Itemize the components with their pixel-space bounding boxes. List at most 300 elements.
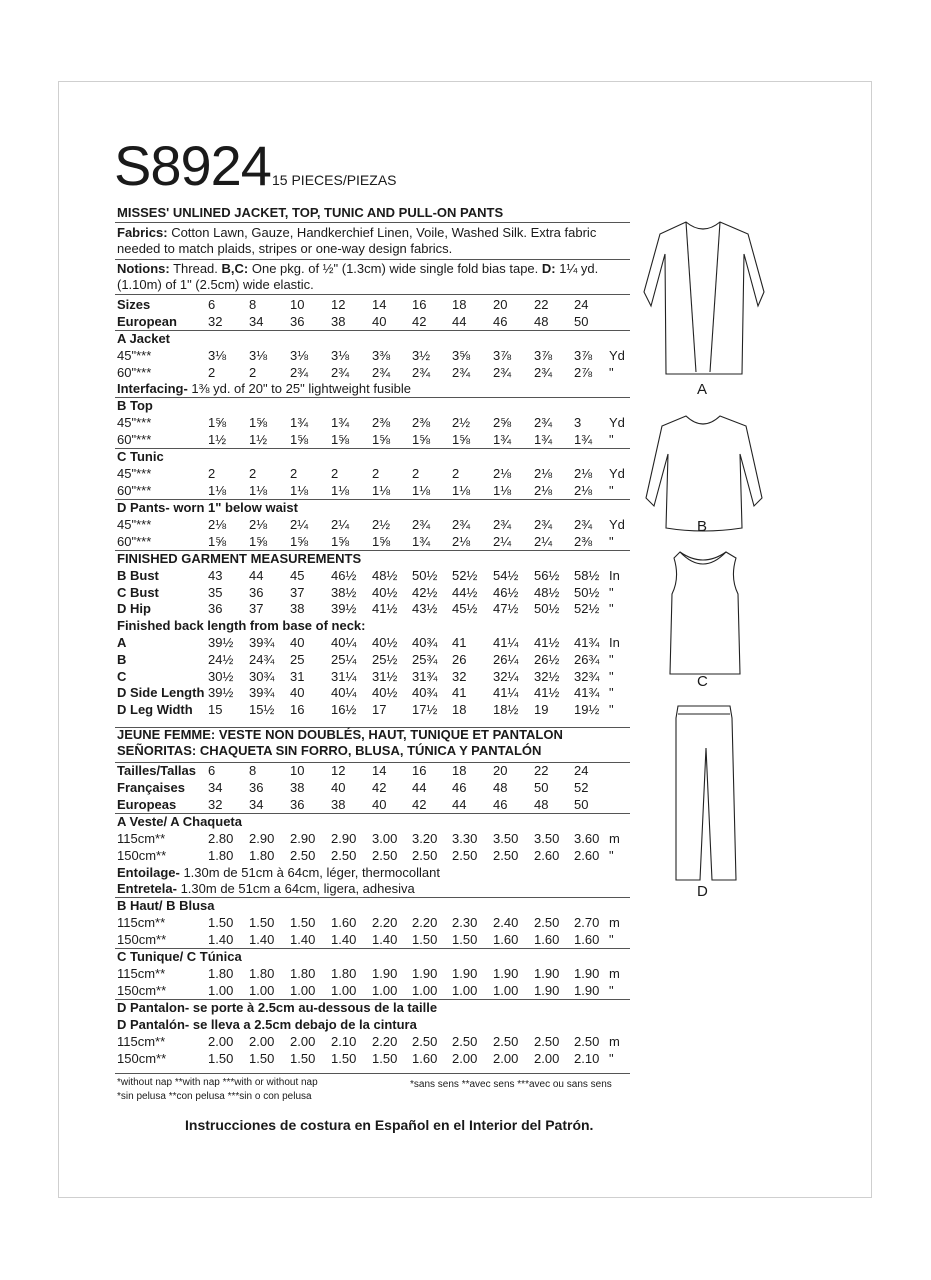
size-value: 3⅜ bbox=[372, 347, 391, 363]
size-value: 18 bbox=[452, 763, 467, 778]
table-row bbox=[117, 635, 629, 651]
size-value: 30½ bbox=[208, 668, 234, 684]
size-value: 2 bbox=[412, 466, 420, 482]
figure-label-a: A bbox=[697, 381, 708, 398]
size-value: 36 bbox=[290, 313, 305, 329]
size-value: 34 bbox=[249, 797, 264, 812]
size-value: 31½ bbox=[372, 668, 398, 684]
size-value: 38 bbox=[290, 780, 305, 796]
table-row bbox=[117, 865, 629, 881]
size-value: 2.50 bbox=[534, 915, 560, 931]
size-value: 1¾ bbox=[331, 415, 350, 431]
size-value: 47½ bbox=[493, 601, 519, 617]
row-label: 60"*** bbox=[117, 533, 152, 549]
size-value: 2.20 bbox=[372, 915, 398, 931]
size-value: 2.50 bbox=[452, 1033, 478, 1049]
size-value: 2.60 bbox=[574, 847, 600, 863]
size-value: 1.40 bbox=[331, 932, 357, 948]
size-value: 2.50 bbox=[412, 1033, 438, 1049]
row-label: 150cm** bbox=[117, 847, 167, 863]
size-value: 2.60 bbox=[534, 847, 560, 863]
footnote-en: *without nap **with nap ***with or without nap bbox=[117, 1077, 318, 1088]
pants-d-illustration bbox=[676, 706, 736, 880]
size-value: 40 bbox=[290, 685, 305, 701]
size-value: 32¼ bbox=[493, 668, 519, 684]
size-value: 2.50 bbox=[493, 1033, 519, 1049]
size-value: 2.00 bbox=[249, 1033, 275, 1049]
row-label: Françaises bbox=[117, 780, 185, 796]
row-label: Sizes bbox=[117, 297, 151, 312]
size-value: 2⅞ bbox=[574, 364, 593, 380]
size-value: 42 bbox=[372, 780, 387, 796]
size-value: 15 bbox=[208, 702, 223, 718]
figure-label-b: B bbox=[697, 518, 708, 535]
row-label: D Pants- worn 1" below waist bbox=[117, 499, 298, 515]
size-value: 2 bbox=[208, 364, 216, 380]
table-row bbox=[117, 568, 629, 584]
size-value: 22 bbox=[534, 763, 549, 778]
size-value: 1.90 bbox=[534, 966, 560, 982]
size-value: 1.00 bbox=[290, 983, 316, 998]
table-row bbox=[117, 898, 629, 914]
row-label: B bbox=[117, 651, 127, 667]
size-value: 2 bbox=[249, 466, 257, 482]
notions-d-label: D: bbox=[541, 261, 556, 276]
size-value: 2¾ bbox=[331, 364, 350, 380]
row-note: 1.30m de 51cm a 64cm, ligera, adhesiva bbox=[176, 881, 415, 897]
size-value: 24 bbox=[574, 297, 589, 312]
size-value: 48½ bbox=[534, 584, 560, 600]
size-value: 2½ bbox=[452, 415, 471, 431]
unit-label: " bbox=[609, 601, 614, 617]
unit-label: In bbox=[609, 567, 620, 583]
size-value: 1.80 bbox=[331, 966, 357, 982]
size-value: 3.50 bbox=[493, 831, 519, 846]
size-value: 2.00 bbox=[534, 1050, 560, 1066]
size-value: 2⅛ bbox=[574, 466, 593, 482]
size-value: 40¼ bbox=[331, 685, 357, 701]
size-value: 1⅛ bbox=[412, 483, 431, 498]
size-value: 2¾ bbox=[452, 517, 471, 532]
size-value: 46 bbox=[493, 313, 508, 329]
size-value: 2⅜ bbox=[412, 415, 431, 431]
table-row bbox=[117, 763, 629, 779]
row-label: 150cm** bbox=[117, 1050, 167, 1066]
size-value: 2 bbox=[249, 364, 257, 380]
unit-label: m bbox=[609, 1033, 620, 1049]
size-value: 2¾ bbox=[290, 364, 309, 380]
row-label: D Pantalón- se lleva a 2.5cm debajo de la cintura bbox=[117, 1017, 417, 1032]
unit-label: " bbox=[609, 847, 614, 863]
size-value: 48 bbox=[534, 313, 549, 329]
size-value: 2¾ bbox=[493, 364, 512, 380]
divider bbox=[115, 813, 630, 814]
size-value: 32 bbox=[208, 797, 223, 812]
size-value: 2.50 bbox=[493, 847, 519, 863]
size-value: 1⅛ bbox=[493, 483, 512, 498]
size-value: 2.50 bbox=[331, 847, 357, 863]
size-value: 1.00 bbox=[372, 983, 398, 998]
size-value: 2⅛ bbox=[493, 466, 512, 482]
size-value: 1.90 bbox=[372, 966, 398, 982]
size-value: 10 bbox=[290, 297, 305, 312]
size-value: 2.00 bbox=[493, 1050, 519, 1066]
size-value: 44 bbox=[452, 313, 467, 329]
size-value: 2.90 bbox=[249, 831, 275, 846]
size-value: 8 bbox=[249, 763, 257, 778]
fabrics-paragraph bbox=[117, 225, 629, 257]
size-value: 19½ bbox=[574, 702, 600, 718]
size-value: 32 bbox=[208, 313, 223, 329]
size-value: 31¾ bbox=[412, 668, 438, 684]
size-value: 3⅞ bbox=[493, 347, 512, 363]
table-row bbox=[117, 500, 629, 516]
figure-label-d: D bbox=[697, 883, 708, 900]
size-value: 41 bbox=[452, 685, 467, 701]
size-value: 26¾ bbox=[574, 651, 600, 667]
size-value: 1¾ bbox=[290, 415, 309, 431]
size-value: 3.30 bbox=[452, 831, 478, 846]
size-value: 50½ bbox=[534, 601, 560, 617]
size-value: 2.50 bbox=[534, 1033, 560, 1049]
footnote-es: *sin pelusa **con pelusa ***sin o con pelusa bbox=[117, 1091, 312, 1102]
size-value: 1.80 bbox=[249, 966, 275, 982]
unit-label: m bbox=[609, 831, 620, 846]
figure-label-c: C bbox=[697, 673, 708, 690]
size-value: 36 bbox=[290, 797, 305, 812]
size-value: 2¼ bbox=[290, 517, 309, 532]
size-value: 15½ bbox=[249, 702, 275, 718]
size-value: 38½ bbox=[331, 584, 357, 600]
table-row bbox=[117, 415, 629, 431]
row-label: 60"*** bbox=[117, 364, 152, 380]
unit-label: " bbox=[609, 685, 614, 701]
table-row bbox=[117, 551, 629, 567]
table-row bbox=[117, 1000, 629, 1016]
row-label: D Side Length bbox=[117, 685, 205, 701]
spanish-instructions-note: Instrucciones de costura en Español en el Interior del Patrón. bbox=[185, 1117, 594, 1133]
size-value: 1.90 bbox=[412, 966, 438, 982]
size-value: 40 bbox=[372, 797, 387, 812]
row-note: 1.30m de 51cm à 64cm, léger, thermocollant bbox=[179, 864, 440, 880]
size-value: 36 bbox=[249, 584, 264, 600]
unit-label: " bbox=[609, 584, 614, 600]
size-value: 2.50 bbox=[452, 847, 478, 863]
size-value: 24½ bbox=[208, 651, 234, 667]
size-value: 1.00 bbox=[493, 983, 519, 998]
pattern-number: S8924 bbox=[114, 134, 271, 197]
notions-text: One pkg. of ½" (1.3cm) wide single fold bias tape. bbox=[248, 261, 542, 276]
size-value: 1½ bbox=[249, 432, 268, 448]
size-value: 2 bbox=[331, 466, 339, 482]
size-value: 39½ bbox=[208, 685, 234, 701]
size-value: 1.00 bbox=[412, 983, 438, 998]
row-label: Finished back length from base of neck: bbox=[117, 618, 366, 634]
size-value: 41½ bbox=[534, 685, 560, 701]
divider bbox=[115, 550, 630, 551]
size-value: 31 bbox=[290, 668, 305, 684]
size-value: 43 bbox=[208, 567, 223, 583]
size-value: 1.60 bbox=[412, 1050, 438, 1066]
size-value: 2¼ bbox=[331, 517, 350, 532]
size-value: 19 bbox=[534, 702, 549, 718]
size-value: 3⅛ bbox=[331, 347, 350, 363]
size-value: 1⅝ bbox=[249, 533, 268, 549]
unit-label: " bbox=[609, 668, 614, 684]
unit-label: " bbox=[609, 702, 614, 718]
size-value: 1.50 bbox=[249, 915, 275, 931]
size-value: 1.50 bbox=[290, 915, 316, 931]
row-label: A Veste/ A Chaqueta bbox=[117, 813, 242, 829]
size-value: 25¼ bbox=[331, 651, 357, 667]
size-value: 26¼ bbox=[493, 651, 519, 667]
size-value: 2¾ bbox=[574, 517, 593, 532]
size-value: 2¼ bbox=[534, 533, 553, 549]
size-value: 39½ bbox=[208, 635, 234, 650]
size-value: 2¼ bbox=[493, 533, 512, 549]
size-value: 1⅛ bbox=[331, 483, 350, 498]
size-value: 24¾ bbox=[249, 651, 275, 667]
size-value: 1.50 bbox=[208, 915, 234, 931]
size-value: 2⅛ bbox=[452, 533, 471, 549]
table-row bbox=[117, 685, 629, 701]
size-value: 2 bbox=[290, 466, 298, 482]
size-value: 3 bbox=[574, 415, 582, 431]
row-label: FINISHED GARMENT MEASUREMENTS bbox=[117, 550, 362, 566]
size-value: 2⅜ bbox=[574, 533, 593, 549]
size-value: 38 bbox=[290, 601, 305, 617]
size-value: 1.50 bbox=[412, 932, 438, 948]
table-row bbox=[117, 831, 629, 847]
divider bbox=[115, 222, 630, 223]
size-value: 18 bbox=[452, 297, 467, 312]
size-value: 39¾ bbox=[249, 635, 275, 650]
size-value: 41¼ bbox=[493, 635, 519, 650]
size-value: 46 bbox=[452, 780, 467, 796]
size-value: 3⅞ bbox=[574, 347, 593, 363]
size-value: 1.90 bbox=[574, 966, 600, 982]
size-value: 3⅝ bbox=[452, 347, 471, 363]
size-value: 1.00 bbox=[208, 983, 234, 998]
size-value: 39½ bbox=[331, 601, 357, 617]
divider bbox=[115, 1073, 630, 1074]
size-value: 3.50 bbox=[534, 831, 560, 846]
notions-label: Notions: bbox=[117, 261, 170, 276]
table-row bbox=[117, 702, 629, 718]
size-value: 3.20 bbox=[412, 831, 438, 846]
size-value: 1.80 bbox=[208, 966, 234, 982]
size-value: 2.50 bbox=[290, 847, 316, 863]
size-value: 1.00 bbox=[249, 983, 275, 998]
top-b-illustration bbox=[646, 416, 762, 531]
size-value: 16 bbox=[290, 702, 305, 718]
size-value: 3½ bbox=[412, 347, 431, 363]
row-label: 115cm** bbox=[117, 966, 166, 982]
size-value: 2.70 bbox=[574, 915, 600, 931]
size-value: 50½ bbox=[574, 584, 600, 600]
unit-label: " bbox=[609, 651, 614, 667]
size-value: 52½ bbox=[574, 601, 600, 617]
size-value: 2¾ bbox=[534, 415, 553, 431]
size-value: 48 bbox=[534, 797, 549, 812]
size-value: 44 bbox=[452, 797, 467, 812]
table-row bbox=[117, 814, 629, 830]
size-value: 2.10 bbox=[574, 1050, 600, 1066]
size-value: 2¾ bbox=[372, 364, 391, 380]
size-value: 44½ bbox=[452, 584, 478, 600]
notions-text: 1¼ yd. (1.10m) of 1" (2.5cm) wide elastic. bbox=[117, 261, 599, 292]
table-row bbox=[117, 1051, 629, 1067]
unit-label: Yd bbox=[609, 347, 625, 363]
size-value: 18½ bbox=[493, 702, 519, 718]
size-value: 41½ bbox=[372, 601, 398, 617]
size-value: 1⅝ bbox=[372, 533, 391, 549]
size-value: 46½ bbox=[331, 567, 357, 583]
unit-label: " bbox=[609, 983, 614, 998]
size-value: 41½ bbox=[534, 635, 560, 650]
size-value: 31¼ bbox=[331, 668, 357, 684]
unit-label: Yd bbox=[609, 517, 625, 532]
table-row bbox=[117, 966, 629, 982]
size-value: 32¾ bbox=[574, 668, 600, 684]
size-value: 1⅛ bbox=[249, 483, 268, 498]
size-value: 50 bbox=[534, 780, 549, 796]
unit-label: Yd bbox=[609, 415, 625, 431]
size-value: 40 bbox=[331, 780, 346, 796]
divider bbox=[115, 259, 630, 260]
row-label: 150cm** bbox=[117, 983, 167, 998]
table-row bbox=[117, 915, 629, 931]
size-value: 56½ bbox=[534, 567, 560, 583]
size-value: 2¾ bbox=[412, 364, 431, 380]
size-value: 2.00 bbox=[290, 1033, 316, 1049]
table-row bbox=[117, 1017, 629, 1033]
size-value: 2.90 bbox=[331, 831, 357, 846]
size-value: 2.00 bbox=[208, 1033, 234, 1049]
size-value: 2⅜ bbox=[372, 415, 391, 431]
size-value: 32½ bbox=[534, 668, 560, 684]
size-value: 37 bbox=[249, 601, 264, 617]
size-value: 14 bbox=[372, 297, 387, 312]
row-label: 150cm** bbox=[117, 932, 167, 948]
size-value: 38 bbox=[331, 797, 346, 812]
size-value: 58½ bbox=[574, 567, 600, 583]
size-value: 1⅝ bbox=[372, 432, 391, 448]
size-value: 2⅛ bbox=[208, 517, 227, 532]
size-value: 40½ bbox=[372, 635, 398, 650]
size-value: 1.80 bbox=[249, 847, 275, 863]
table-row bbox=[117, 398, 629, 414]
size-value: 3.00 bbox=[372, 831, 398, 846]
table-row bbox=[117, 652, 629, 668]
size-value: 1.50 bbox=[249, 1050, 275, 1066]
size-value: 1⅝ bbox=[331, 432, 350, 448]
size-value: 2.20 bbox=[372, 1033, 398, 1049]
table-row bbox=[117, 601, 629, 617]
table-row bbox=[117, 314, 629, 330]
jacket-a-illustration bbox=[644, 222, 764, 374]
size-value: 1.50 bbox=[452, 932, 478, 948]
row-label: C bbox=[117, 668, 127, 684]
size-value: 40½ bbox=[372, 685, 398, 701]
size-value: 42 bbox=[412, 797, 427, 812]
fabrics-text: Cotton Lawn, Gauze, Handkerchief Linen, Voile, Washed Silk. Extra fabric needed to match plaids, stripes or one-way design fabrics. bbox=[117, 225, 597, 256]
row-label: D Pantalon- se porte à 2.5cm au-dessous de la taille bbox=[117, 999, 438, 1015]
size-value: 50 bbox=[574, 797, 589, 812]
row-label: C Tunique/ C Túnica bbox=[117, 949, 242, 964]
row-label: D Leg Width bbox=[117, 702, 193, 718]
row-label: 45"*** bbox=[117, 415, 152, 431]
size-value: 1.60 bbox=[331, 915, 357, 931]
row-label: 45"*** bbox=[117, 466, 152, 482]
unit-label: Yd bbox=[609, 466, 625, 482]
unit-label: m bbox=[609, 966, 620, 982]
size-value: 3⅞ bbox=[534, 347, 553, 363]
size-value: 1.60 bbox=[574, 932, 600, 948]
size-value: 44 bbox=[249, 567, 264, 583]
size-value: 1⅝ bbox=[412, 432, 431, 448]
size-value: 40 bbox=[290, 635, 305, 650]
row-label: European bbox=[117, 313, 177, 329]
size-value: 18 bbox=[452, 702, 467, 718]
size-value: 46 bbox=[493, 797, 508, 812]
size-value: 16 bbox=[412, 297, 427, 312]
size-value: 1⅝ bbox=[331, 533, 350, 549]
row-label: 45"*** bbox=[117, 517, 152, 532]
row-label: C Bust bbox=[117, 584, 159, 600]
size-value: 41 bbox=[452, 635, 467, 650]
size-value: 40 bbox=[372, 313, 387, 329]
size-value: 2¾ bbox=[534, 364, 553, 380]
tunic-c-illustration bbox=[670, 552, 740, 674]
size-value: 14 bbox=[372, 763, 387, 778]
table-row bbox=[117, 618, 629, 634]
size-value: 1¾ bbox=[493, 432, 512, 448]
size-value: 2⅛ bbox=[574, 483, 593, 498]
unit-label: " bbox=[609, 483, 614, 498]
size-value: 40¼ bbox=[331, 635, 357, 650]
footnote-fr: *sans sens **avec sens ***avec ou sans sens bbox=[410, 1079, 612, 1090]
size-value: 45 bbox=[290, 567, 305, 583]
row-label: C Tunic bbox=[117, 449, 164, 464]
size-value: 2.40 bbox=[493, 915, 519, 931]
table-row bbox=[117, 483, 629, 499]
size-value: 17½ bbox=[412, 702, 438, 718]
size-value: 8 bbox=[249, 297, 257, 312]
row-note: 1⅜ yd. of 20" to 25" lightweight fusible bbox=[187, 381, 411, 397]
size-value: 52 bbox=[574, 780, 589, 796]
size-value: 16 bbox=[412, 763, 427, 778]
row-label: 115cm** bbox=[117, 831, 166, 846]
size-value: 1⅛ bbox=[290, 483, 309, 498]
garment-illustrations bbox=[636, 214, 776, 904]
size-value: 32 bbox=[452, 668, 467, 684]
size-value: 54½ bbox=[493, 567, 519, 583]
size-value: 1.50 bbox=[372, 1050, 398, 1066]
size-value: 41¾ bbox=[574, 635, 600, 650]
table-row bbox=[117, 669, 629, 685]
size-value: 1⅝ bbox=[290, 432, 309, 448]
size-value: 3⅛ bbox=[290, 347, 309, 363]
size-value: 2⅛ bbox=[249, 517, 268, 532]
row-label: Interfacing- bbox=[117, 381, 188, 397]
size-value: 1⅝ bbox=[208, 533, 227, 549]
table-row bbox=[117, 585, 629, 601]
table-row bbox=[117, 1034, 629, 1050]
size-value: 3⅛ bbox=[208, 347, 227, 363]
size-value: 6 bbox=[208, 763, 216, 778]
size-value: 2.00 bbox=[452, 1050, 478, 1066]
